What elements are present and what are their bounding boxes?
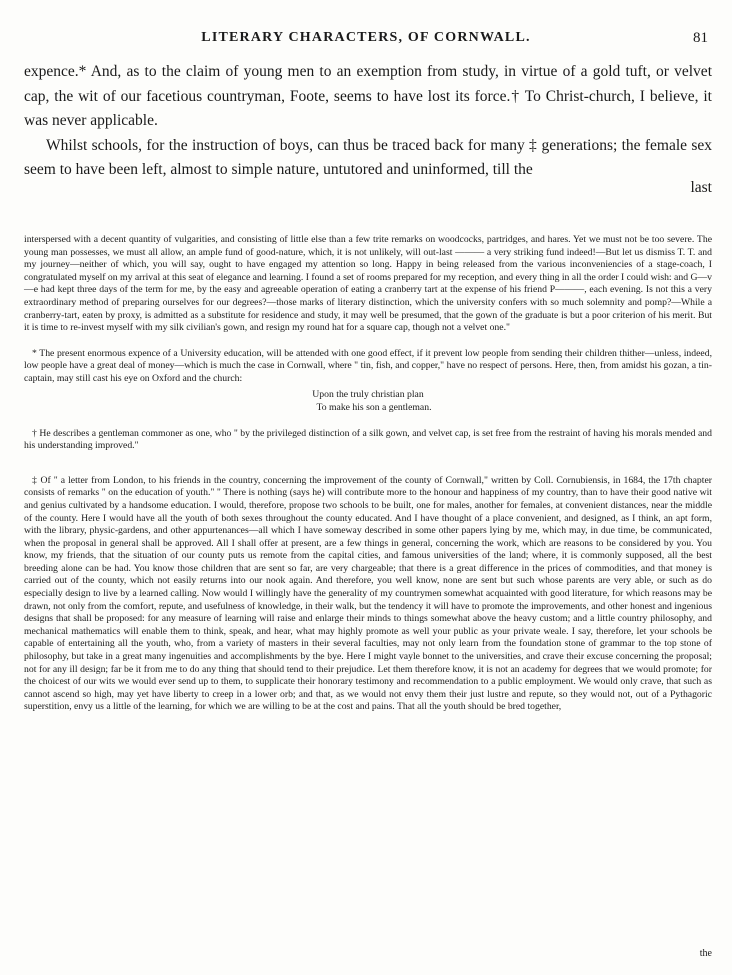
verse-line: Upon the truly christian plan (312, 388, 424, 400)
page-number: 81 (693, 30, 708, 46)
verse-quote (24, 388, 712, 414)
page-header (24, 30, 708, 50)
main-text (24, 60, 712, 183)
main-paragraph: expence.* And, as to the claim of young men to an exemption from study, in virtue of a gold tuft, or velvet cap, the wit of our facetious countryman, Foote, seems to have lost its force.† To Christ-church, I believe, it was never applicable. (24, 63, 712, 129)
running-head: LITERARY CHARACTERS, OF CORNWALL. (201, 30, 531, 45)
main-paragraph: Whilst schools, for the instruction of boys, can thus be traced back for many ‡ generations; the female sex seem to have been left, almost to simple nature, untutored and uninformed, till the (24, 136, 712, 178)
footnote-double-dagger: ‡ Of " a letter from London, to his friends in the country, concerning the improvement of the county of Cornwall," written by Coll. Cornubiensis, in 1684, the 17th chapter consists of remarks " on the education of youth." " There is nothing (says he) will contribute more to the honour and happiness of my country, than to have their good native wit and genius cultivated by a handsome education. I would, therefore, propose two schools to be built, one for males, another for females, at convenient distances, near the middle of the county. Here I would have all the youth of both sexes throughout the county educated. And I have thought of a place convenient, and designed, as I think, an apt form, with the library, physic-gardens, and other appurtenances—all which I have someway described in some other papers lying by me, which may, in due time, be communicated, when the proposal in general shall be approved. All I shall offer at present, are a few things in general, concerning the work, which are reasons to be considered by you. You know, my friends, that the situation of our county puts us remote from the capital cities, and famous universities of the land; where, it is commonly supposed, all the best breeding alone can be had. You know those children that are sent so far, are very chargeable; that there is a great difference in the prices of commodities, and that money is carried out of the county, which not easily returns into our nook again. And therefore, you well know, none are sent but such whose parents are very able, or such as do especially design to live by a learned calling. Now would I willingly have the generality of my countrymen somewhat acquainted with good literature, for which reasons may be drawn, not only from the comfort, repute, and usefulness of knowledge, in their walk, but the tendency it will have to promote the improvements, and other honest and ingenious designs that shall be proposed: for any measure of learning will raise and enlarge their minds to things somewhat above the heavy custom; and a little country philosophy, and mechanical mathematics will enable them to think, speak, and hear, what may highly promote as well your public as your private weale. I say, therefore, let your schools be capable of entertaining all the youth, who, from a variety of masters in their several faculties, may not only learn from the foundation stone of grammar to the top stone of philosophy, but take in a great many ingenuities and accomplishments by the bye. Here I might vayle bonnet to the universities, and crave their excuse concerning the proposal; not for any ill design; far be it from me to do any thing that should tend to their prejudice. Let them therefore know, it is not an academy for degrees that we would promote; for the choicest of our wits we would ever send up to them, to supplicate their honorary testimony and recommendation to a public employment. We would only crave, that such as cannot ascend so high, may yet have liberty to creep in a lower orb; and that, as we would not envy them their just lustre and repute, so they would not, out of a Pythagoric superstition, envy us a little of the learning, for which we are willing to be at the cost and pains. That all the youth should be bred together, (24, 474, 712, 713)
catchword: last (690, 179, 712, 196)
footnote-continued: interspersed with a decent quantity of vulgarities, and consisting of little else than a few trite remarks on woodcocks, partridges, and hares. Yet we must not be too severe. The young man possesses, we must all allow, an ample fund of good-nature, which, it is not unlikely, will out-last ——— a very striking fund indeed!—But let us dismiss T. T. and my journey—neither of which, you will say, ought to have engaged my attention so long. Happy in being released from the various inconveniencies of a stage-coach, I congratulated myself on my arrival at this seat of elegance and learning. I found a set of rooms prepared for my reception, and every thing in all the order I could wish: and G—v—e had kept three days of the term for me, by the easy and agreeable operation of eating a cranberry tart at the expense of his friend P———, each evening. Is not this a very extraordinary method of preparing ourselves for our degrees?—those marks of literary distinction, which the university confers with so much solemnity and pomp?—While a cranberry-tart, eaten by proxy, is admitted as a substitute for residence and study, it may well be presumed, that the gown of the graduate is but a poor criterion of his merit. But it is time to re-invest myself with my silk civilian's gown, and resign my round hat for a square cap, though not a velvet one." (24, 234, 712, 334)
footnote-star: * The present enormous expence of a University education, will be attended with one good effect, if it prevent low people from sending their children thither—unless, indeed, low people have a great deal of money—which is much the case in Cornwall, where " tin, fish, and copper," have no respect of persons. Here, then, from amidst his gozan, a tin-captain, may still cast his eye on Oxford and the church: (24, 347, 712, 384)
footnote-catchword: the (699, 948, 712, 959)
footnote-dagger: † He describes a gentleman commoner as one, who " by the privileged distinction of a silk gown, and velvet cap, is set free from the restraint of having his morals mended and his understanding improved." (24, 427, 712, 452)
footnotes (24, 234, 712, 714)
verse-line: To make his son a gentleman. (316, 401, 432, 413)
